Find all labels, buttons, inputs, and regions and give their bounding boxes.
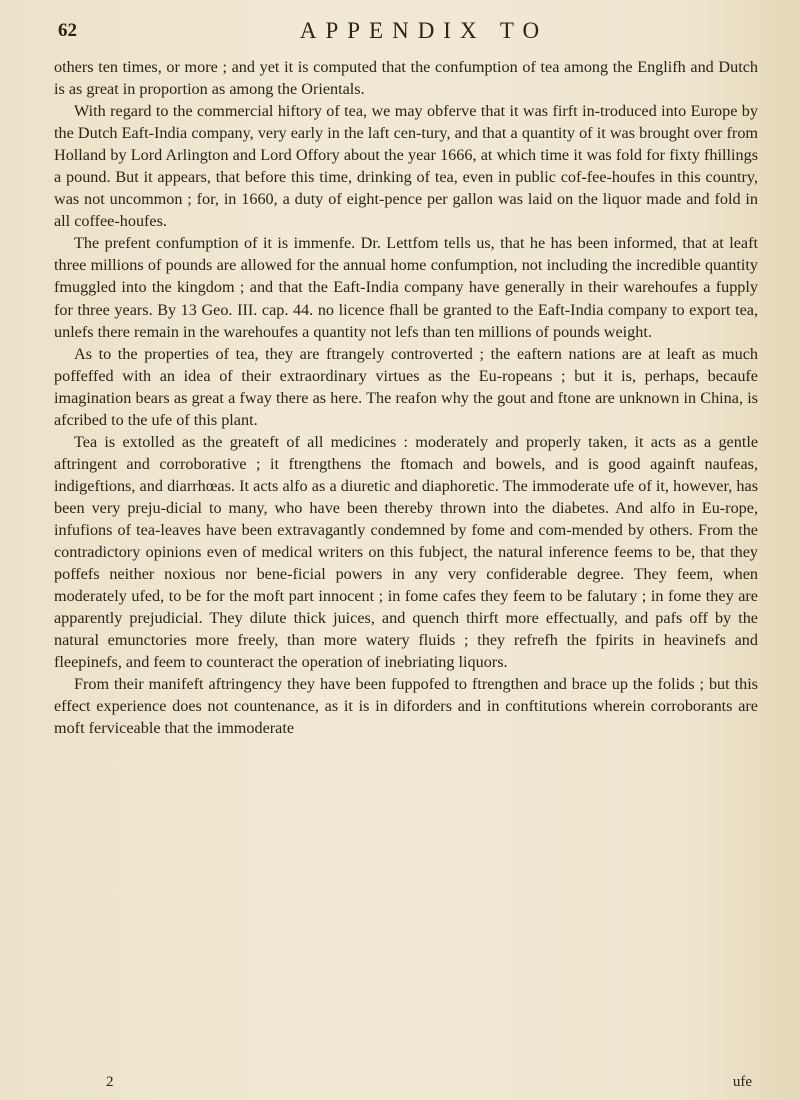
- page-footer: [54, 1074, 758, 1098]
- page-header: [54, 14, 754, 54]
- paragraph-1: others ten times, or more ; and yet it is computed that the confumption of tea among the Englifh and Dutch is as great in proportion as among the Orientals.: [54, 58, 758, 99]
- running-title: APPENDIX TO: [299, 18, 549, 43]
- catchword: ufe: [732, 1074, 752, 1090]
- page-number: 62: [58, 20, 77, 41]
- signature-mark: 2: [106, 1074, 114, 1090]
- paragraph-3: The prefent confumption of it is immenfe. Dr. Lettfom tells us, that he has been informed, that at leaft three millions of pounds are allowed for the annual home confumption, not including the incredible quantity fmuggled into the kingdom ; and that the Eaft-India company have generally in their warehoufes a fupply for three years. By 13 Geo. III. cap. 44. no licence fhall be granted to the Eaft-India company to export tea, unlefs there remain in the warehoufes a quantity not lefs than ten millions of pounds weight.: [54, 234, 758, 341]
- paragraph-5: Tea is extolled as the greateft of all medicines : moderately and properly taken, it acts as a gentle aftringent and corroborative ; it ftrengthens the ftomach and bowels, and is good againft naufeas, indigeftions, and diarrhœas. It acts alfo as a diuretic and diaphoretic. The immoderate ufe of it, however, has been very preju-dicial to many, who have been thereby thrown into the diabetes. And alfo in Eu-rope, infufions of tea-leaves have been extravagantly condemned by fome and com-mended by others. From the contradictory opinions even of medical writers on this fubject, the natural inference feems to be, that they poffefs neither noxious nor bene-ficial powers in any very confiderable degree. They feem, when moderately ufed, to be for the moft part innocent ; in fome cafes they feem to be falutary ; in fome they are apparently prejudicial. They dilute thick juices, and quench thirft more effectually, and pafs off by the natural emunctories more freely, than more watery fluids ; they refrefh the fpirits in heavinefs and fleepinefs, and feem to counteract the operation of inebriating liquors.: [54, 432, 758, 672]
- paragraph-6: From their manifeft aftringency they have been fuppofed to ftrengthen and brace up the folids ; but this effect experience does not countenance, as it is in diforders and in conftitutions wherein corroborants are moft ferviceable that the immoderate: [54, 675, 758, 738]
- paragraph-4: As to the properties of tea, they are ftrangely controverted ; the eaftern nations are at leaft as much poffeffed with an idea of their extraordinary virtues as the Eu-ropeans ; but it is, perhaps, becaufe imagination bears as great a fway there as here. The reafon why the gout and ftone are unknown in China, is afcribed to the ufe of this plant.: [54, 344, 758, 429]
- body-text: [54, 56, 758, 739]
- paragraph-2: With regard to the commercial hiftory of tea, we may obferve that it was firft in-troduced into Europe by the Dutch Eaft-India company, very early in the laft cen-tury, and that a quantity of it was brought over from Holland by Lord Arlington and Lord Offory about the year 1666, at which time it was fold for fixty fhillings a pound. But it appears, that before this time, drinking of tea, even in public cof-fee-houfes in this country, was not uncommon ; for, in 1660, a duty of eight-pence per gallon was laid on the liquor made and fold in all coffee-houfes.: [54, 102, 758, 231]
